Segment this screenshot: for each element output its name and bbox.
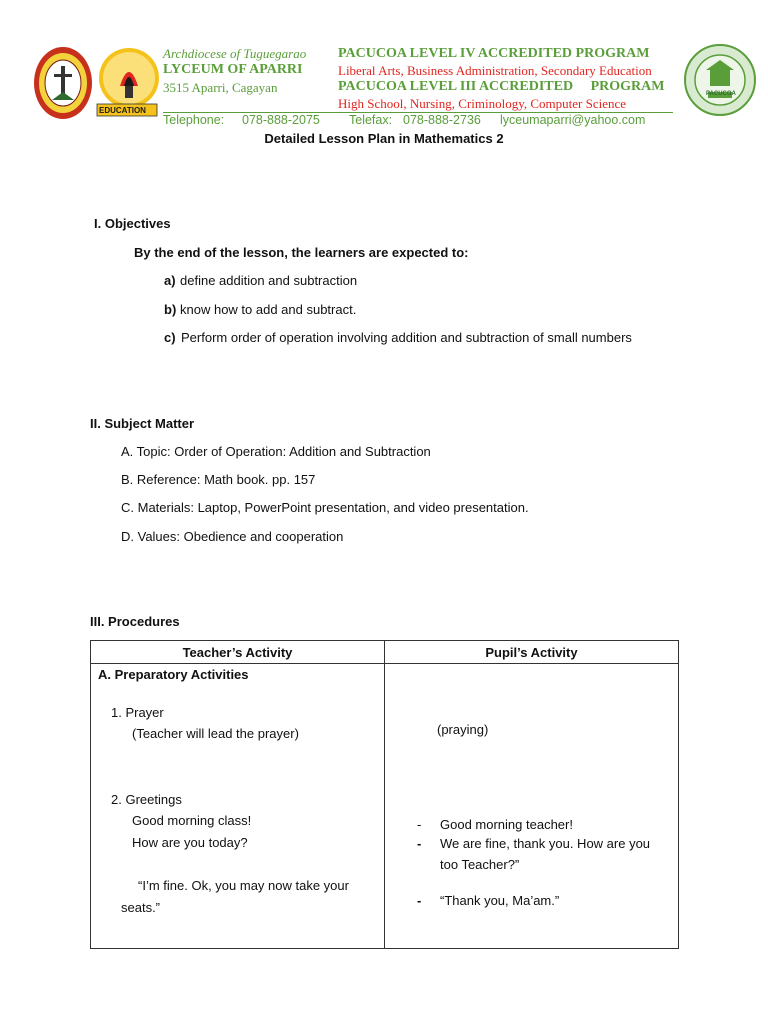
telefax-label: Telefax: — [349, 113, 393, 127]
pupil-bullet-dash: - — [417, 817, 422, 832]
accreditation-level-3: PACUCOA LEVEL III ACCREDITED PROGRAM — [338, 79, 665, 94]
accreditation-level-4: PACUCOA LEVEL IV ACCREDITED PROGRAM — [338, 46, 650, 61]
pupil-response-3: “Thank you, Ma’am.” — [440, 893, 560, 908]
subject-values: D. Values: Obedience and cooperation — [121, 529, 344, 544]
subject-materials: C. Materials: Laptop, PowerPoint presentation, and video presentation. — [121, 500, 529, 515]
pupil-activity-header: Pupil’s Activity — [385, 641, 679, 664]
objectives-heading: I. Objectives — [94, 216, 171, 231]
teacher-activity-cell — [91, 664, 385, 949]
telephone-label: Telephone: — [163, 113, 225, 127]
greeting-line-3: “I’m fine. Ok, you may now take your — [138, 878, 349, 893]
telefax-number: 078-888-2736 — [403, 113, 481, 127]
subject-topic: A. Topic: Order of Operation: Addition and Subtraction — [121, 444, 431, 459]
telephone-number: 078-888-2075 — [242, 113, 320, 127]
procedures-table — [90, 640, 679, 949]
school-address: 3515 Aparri, Cagayan — [163, 80, 278, 95]
objective-b-text: know how to add and subtract. — [180, 302, 357, 317]
objective-marker-b: b) — [164, 302, 177, 317]
greetings-label: 2. Greetings — [111, 792, 182, 807]
pupil-response-1: Good morning teacher! — [440, 817, 573, 832]
accredited-programs-level-3: High School, Nursing, Criminology, Computer Science — [338, 96, 627, 111]
pacucoa-seal-label: PACUCOA — [706, 91, 736, 97]
procedures-heading: III. Procedures — [90, 614, 180, 629]
objective-a-text: define addition and subtraction — [180, 273, 358, 288]
subject-reference: B. Reference: Math book. pp. 157 — [121, 472, 316, 487]
objectives-intro: By the end of the lesson, the learners are expected to: — [134, 245, 469, 260]
prayer-label: 1. Prayer — [111, 705, 164, 720]
lyceum-seal-logo — [32, 44, 94, 122]
pacucoa-seal-logo — [684, 44, 756, 116]
pupil-response-2-cont: too Teacher?” — [440, 857, 520, 872]
accredited-programs-level-4: Liberal Arts, Business Administration, Secondary Education — [338, 63, 652, 78]
archdiocese-label: Archdiocese of Tuguegarao — [163, 46, 307, 61]
objective-marker-a: a) — [164, 273, 176, 288]
preparatory-activities-heading: A. Preparatory Activities — [98, 667, 249, 682]
teacher-activity-header: Teacher’s Activity — [91, 641, 385, 664]
pupil-response-2: We are fine, thank you. How are you — [440, 836, 651, 851]
pupil-activity-cell — [385, 664, 679, 949]
prayer-teacher-note: (Teacher will lead the prayer) — [132, 726, 299, 741]
pupil-bullet-dash: - — [417, 893, 422, 908]
school-name: LYCEUM OF APARRI — [163, 62, 303, 77]
subject-matter-heading: II. Subject Matter — [90, 416, 195, 431]
greeting-line-4: seats.” — [121, 900, 161, 915]
document-title: Detailed Lesson Plan in Mathematics 2 — [264, 131, 504, 146]
objective-c-text: Perform order of operation involving addition and subtraction of small numbers — [181, 330, 632, 345]
email-address: lyceumaparri@yahoo.com — [500, 113, 646, 127]
greeting-line-2: How are you today? — [132, 835, 248, 850]
prayer-pupil-response: (praying) — [437, 722, 489, 737]
education-logo-label: EDUCATION — [99, 106, 146, 115]
objective-marker-c: c) — [164, 330, 176, 345]
pupil-bullet-dash: - — [417, 836, 422, 851]
greeting-line-1: Good morning class! — [132, 813, 252, 828]
